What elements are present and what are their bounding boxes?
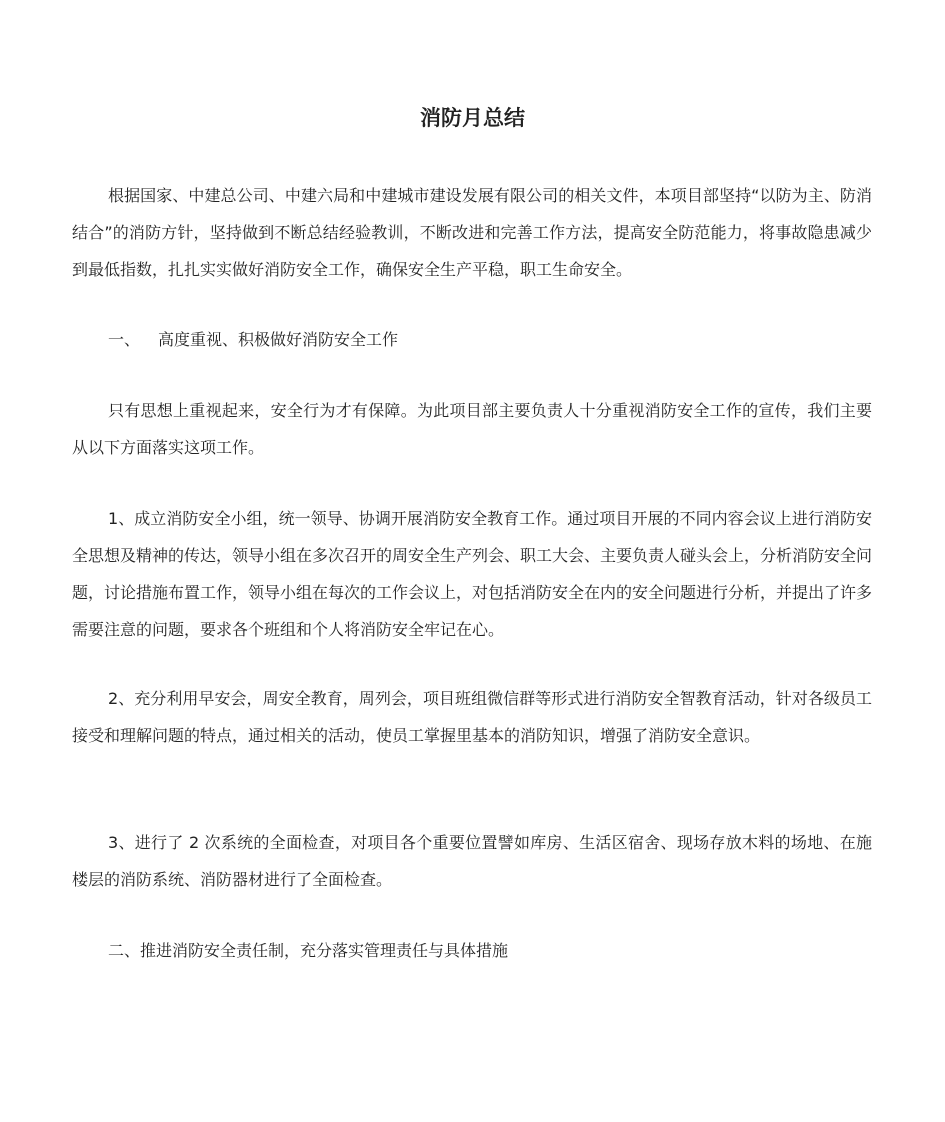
- section-2-heading: 二、推进消防安全责任制，充分落实管理责任与具体措施: [108, 941, 509, 960]
- section-1-number: 一、: [108, 330, 141, 349]
- section-1-heading: [72, 321, 872, 358]
- document-title: 消防月总结: [420, 106, 525, 130]
- section-1-title: 高度重视、积极做好消防安全工作: [158, 330, 399, 349]
- section-1-item-1: 1、成立消防安全小组，统一领导、协调开展消防安全教育工作。通过项目开展的不同内容会议上进行消防安全思想及精神的传达，领导小组在多次召开的周安全生产列会、职工大会、主要负责人碰头会上，分析消防安全问题，讨论措施布置工作，领导小组在每次的工作会议上，对包括消防安全在内的安全问题进行分析，并提出了许多需要注意的问题，要求各个班组和个人将消防安全牢记在心。: [72, 509, 873, 639]
- section-1-intro: 只有思想上重视起来，安全行为才有保障。为此项目部主要负责人十分重视消防安全工作的宣传，我们主要从以下方面落实这项工作。: [72, 401, 872, 457]
- intro-paragraph: 根据国家、中建总公司、中建六局和中建城市建设发展有限公司的相关文件，本项目部坚持“以防为主、防消结合”的消防方针，坚持做到不断总结经验教训，不断改进和完善工作方法，提高安全防范能力，将事故隐患减少到最低指数，扎扎实实做好消防安全工作，确保安全生产平稳，职工生命安全。: [72, 186, 872, 279]
- section-1-item-3: 3、进行了 2 次系统的全面检查，对项目各个重要位置譬如库房、生活区宿舍、现场存放木料的场地、在施楼层的消防系统、消防器材进行了全面检查。: [72, 833, 872, 889]
- section-1-item-2: 2、充分利用早安会，周安全教育，周列会，项目班组微信群等形式进行消防安全智教育活动，针对各级员工接受和理解问题的特点，通过相关的活动，使员工掌握里基本的消防知识，增强了消防安全意识。: [72, 689, 872, 745]
